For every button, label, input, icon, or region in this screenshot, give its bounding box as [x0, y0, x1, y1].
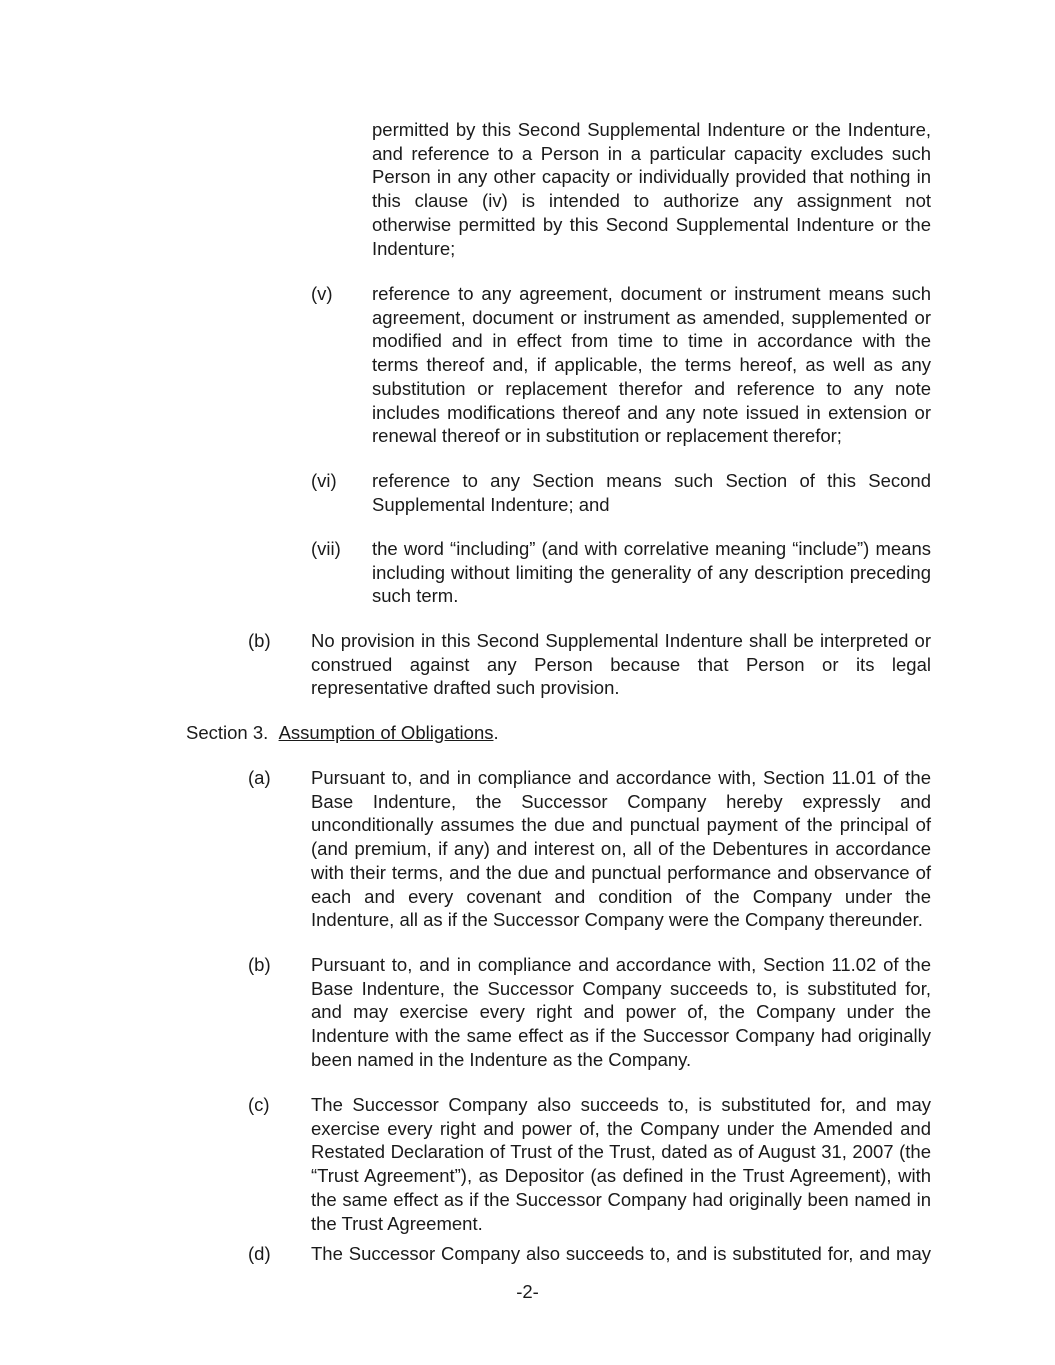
section-3-label-b: (b)	[248, 954, 271, 975]
section-3-label-a: (a)	[248, 767, 271, 788]
clause-v-text: reference to any agreement, document or instrument means such agreement, document or instrument as amended, supplemented or modified and in effect from time to time in accordance with the terms thereof and, if applicable, the terms hereof, as well as any substitution or replacement therefor and reference to any note includes modifications thereof and any note issued in extension or renewal thereof or in substitution or replacement therefor;	[372, 283, 931, 447]
section-3-paragraph-a: Pursuant to, and in compliance and accordance with, Section 11.01 of the Base Indenture, the Successor Company hereby expressly and unconditionally assumes the due and punctual payment of the principal of (and premium, if any) and interest on, all of the Debentures in accordance with their terms, and the due and punctual performance and observance of each and every covenant and condition of the Company under the Indenture, all as if the Successor Company were the Company thereunder.	[311, 767, 931, 931]
clause-label-v: (v)	[311, 283, 333, 304]
paragraph-label-b-section2: (b)	[248, 630, 271, 651]
section-3-label-d: (d)	[248, 1243, 271, 1264]
clause-vii-text: the word “including” (and with correlative meaning “include”) means including without limiting the generality of any description preceding such term.	[372, 538, 931, 607]
clause-label-vi: (vi)	[311, 470, 337, 491]
section-3-heading	[186, 721, 499, 745]
section-3-title: Assumption of Obligations	[278, 722, 494, 743]
section-3-period: .	[493, 722, 499, 743]
section-3-paragraph-c: The Successor Company also succeeds to, is substituted for, and may exercise every right and power of, the Company under the Amended and Restated Declaration of Trust of the Trust, dated as of August 31, 2007 (the “Trust Agreement”), as Depositor (as defined in the Trust Agreement), with the same effect as if the Successor Company had originally been named in the Trust Agreement.	[311, 1094, 931, 1234]
page-number: -2-	[516, 1281, 539, 1302]
section-3-paragraph-d: The Successor Company also succeeds to, and is substituted for, and may	[311, 1243, 931, 1264]
section-3-prefix: Section 3.	[186, 722, 269, 743]
clause-label-vii: (vii)	[311, 538, 341, 559]
clause-vi-text: reference to any Section means such Section of this Second Supplemental Indenture; and	[372, 470, 931, 515]
continued-clause-iv: permitted by this Second Supplemental Indenture or the Indenture, and reference to a Person in a particular capacity excludes such Person in any other capacity or individually provided that nothing in this clause (iv) is intended to authorize any assignment not otherwise permitted by this Second Supplemental Indenture or the Indenture;	[372, 119, 931, 259]
paragraph-b-section2-text: No provision in this Second Supplemental Indenture shall be interpreted or construed against any Person because that Person or its legal representative drafted such provision.	[311, 630, 931, 699]
section-3-label-c: (c)	[248, 1094, 270, 1115]
section-3-paragraph-b: Pursuant to, and in compliance and accordance with, Section 11.02 of the Base Indenture, the Successor Company succeeds to, is substituted for, and may exercise every right and power of, the Company under the Indenture with the same effect as if the Successor Company had originally been named in the Indenture as the Company.	[311, 954, 931, 1070]
